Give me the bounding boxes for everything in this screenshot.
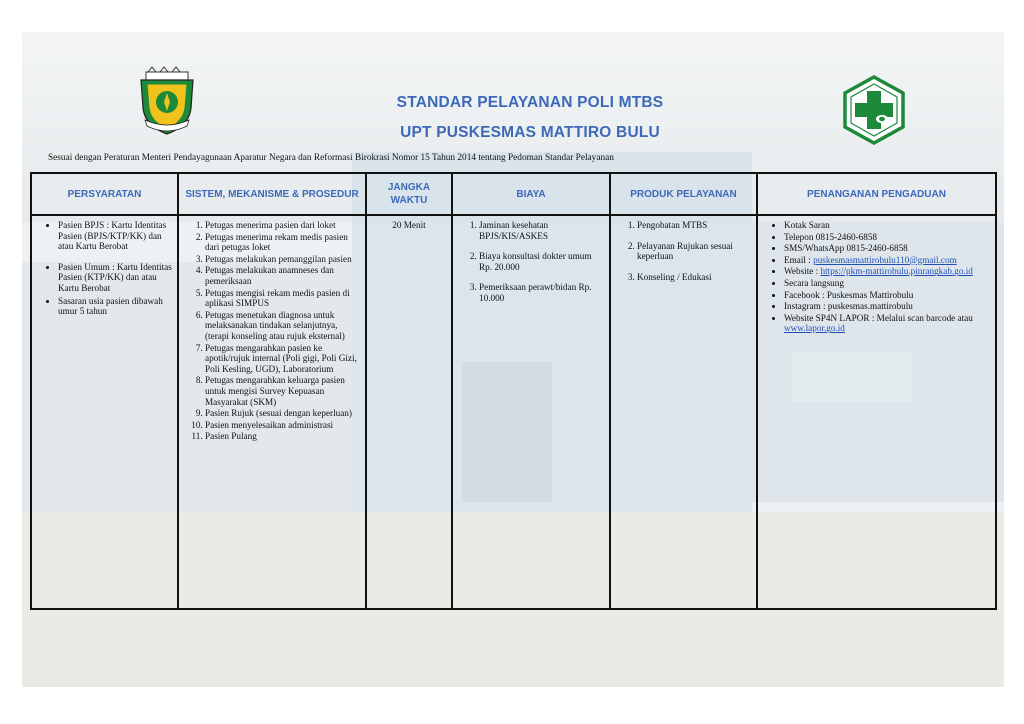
header-jangka-waktu: JANGKA WAKTU [366, 173, 452, 215]
list-item: 4. Petugas melakukan anamneses dan pemeriksaan [205, 265, 361, 286]
list-item: 8. Petugas mengarahkan keluarga pasien untuk mengisi Survey Kepuasan Masyarakat (SKM) [205, 375, 361, 407]
list-item: 1. Pengobatan MTBS [637, 220, 752, 231]
list-item [784, 255, 991, 266]
list-item: 1. Petugas menerima pasien dari loket [205, 220, 361, 231]
header-pengaduan: PENANGANAN PENGADUAN [757, 173, 996, 215]
table-row [31, 215, 996, 609]
page-subtitle: UPT PUSKESMAS MATTIRO BULU [400, 124, 660, 141]
website-link[interactable]: https://pkm-mattirobulu.pinrangkab.go.id [820, 266, 973, 277]
list-item: 1. Jaminan kesehatan BPJS/KIS/ASKES [479, 220, 605, 241]
service-standard-table [30, 172, 997, 610]
header-biaya: BIAYA [452, 173, 610, 215]
list-item: • Pasien BPJS : Kartu Identitas Pasien (BPJS/KTP/KK) dan atau Kartu Berobat [58, 220, 173, 252]
list-item: • Pasien Umum : Kartu Identitas Pasien (KTP/KK) dan atau Kartu Berobat [58, 262, 173, 294]
email-label: Email : [784, 254, 814, 265]
list-item: • Kotak Saran [784, 220, 991, 231]
header-persyaratan: PERSYARATAN [31, 173, 178, 215]
list-item: • Secara langsung [784, 278, 991, 289]
regulation-note: Sesuai dengan Peraturan Menteri Pendayagunaan Aparatur Negara dan Reformasi Birokrasi Nomor 15 Tahun 2014 tentang Pedoman Standar Pelayanan [48, 153, 614, 163]
list-item [784, 313, 991, 334]
list-item: 11. Pasien Pulang [205, 431, 361, 442]
list-item: 2. Pelayanan Rujukan sesuai keperluan [637, 241, 752, 262]
list-item: 6. Petugas menetukan diagnosa untuk melaksanakan tindakan selanjutnya, (terapi konseling atau rujuk eksternal) [205, 310, 361, 342]
pengaduan-list [762, 220, 991, 334]
list-item: • Sasaran usia pasien dibawah umur 5 tahun [58, 296, 173, 317]
page-title: STANDAR PELAYANAN POLI MTBS [396, 94, 664, 111]
persyaratan-list [36, 220, 173, 317]
list-item [784, 266, 991, 277]
cell-biaya [452, 215, 610, 609]
produk-list [615, 220, 752, 282]
list-item: • SMS/WhatsApp 0815-2460-6858 [784, 243, 991, 254]
puskesmas-logo [842, 75, 906, 145]
website-label: Website : [784, 266, 821, 277]
list-item: 2. Petugas menerima rekam medis pasien dari petugas loket [205, 232, 361, 253]
regency-emblem-logo [136, 66, 198, 136]
list-item: 10. Pasien menyelesaikan administrasi [205, 420, 361, 431]
email-link[interactable]: puskesmasmattirobulu110@gmail.com [813, 254, 957, 265]
list-item: • Facebook : Puskesmas Mattirobulu [784, 290, 991, 301]
list-item: • Instagram : puskesmas.mattirobulu [784, 301, 991, 312]
list-item: • Telepon 0815-2460-6858 [784, 232, 991, 243]
cell-produk [610, 215, 757, 609]
list-item: 9. Pasien Rujuk (sesuai dengan keperluan) [205, 408, 361, 419]
list-item: 2. Biaya konsultasi dokter umum Rp. 20.000 [479, 251, 605, 272]
header-produk: PRODUK PELAYANAN [610, 173, 757, 215]
list-item: 3. Konseling / Edukasi [637, 272, 752, 283]
cell-prosedur [178, 215, 366, 609]
cell-jangka-waktu: 20 Menit [366, 215, 452, 609]
header-prosedur: SISTEM, MEKANISME & PROSEDUR [178, 173, 366, 215]
list-item: 3. Pemeriksaan perawt/bidan Rp. 10.000 [479, 282, 605, 303]
biaya-list [457, 220, 605, 304]
list-item: 3. Petugas melakukan pemanggilan pasien [205, 254, 361, 265]
list-item: 7. Petugas mengarahkan pasien ke apotik/rujuk internal (Poli gigi, Poli Gizi, Poli Kesling, UGD), Laboratorium [205, 343, 361, 375]
table-header-row [31, 173, 996, 215]
sp4n-label: Website SP4N LAPOR : Melalui scan barcode atau [784, 312, 973, 323]
lapor-link[interactable]: www.lapor.go.id [784, 323, 845, 334]
prosedur-list [183, 220, 361, 442]
cell-pengaduan [757, 215, 996, 609]
cell-persyaratan [31, 215, 178, 609]
list-item: 5. Petugas mengisi rekam medis pasien di aplikasi SIMPUS [205, 288, 361, 309]
